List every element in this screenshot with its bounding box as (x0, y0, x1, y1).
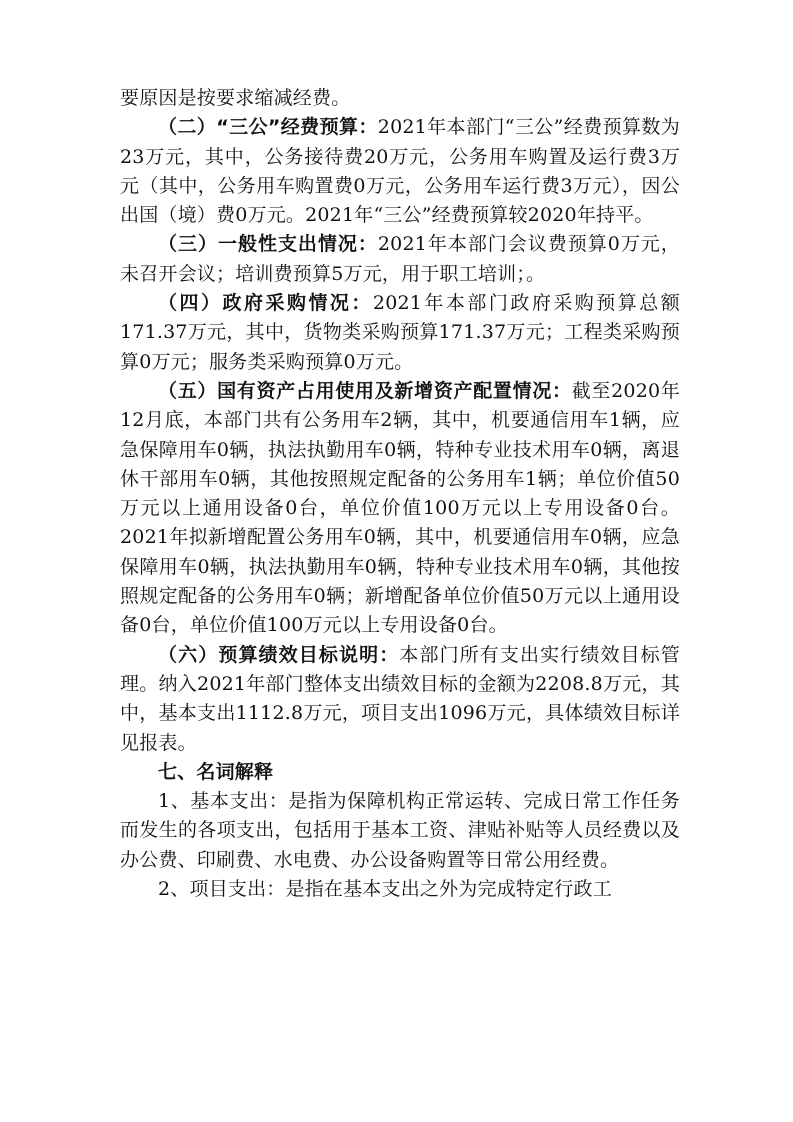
paragraph-heading: （三）一般性支出情况： (158, 233, 378, 256)
paragraph-performance-goals (120, 641, 680, 758)
section-heading: 七、名词解释 (158, 760, 274, 783)
paragraph-basic-expenditure (120, 787, 680, 875)
paragraph-heading: （五）国有资产占用使用及新增资产配置情况： (158, 379, 572, 402)
paragraph-text: 1、基本支出：是指为保障机构正常运转、完成日常工作任务而发生的各项支出，包括用于基本工资、津贴补贴等人员经费以及办公费、印刷费、水电费、办公设备购置等日常公用经费。 (120, 790, 680, 871)
paragraph-text: 2021年本部门政府采购预算总额171.37万元，其中，货物类采购预算171.37万元；工程类采购预算0万元；服务类采购预算0万元。 (120, 292, 680, 373)
paragraph-text: 截至2020年12月底，本部门共有公务用车2辆，其中，机要通信用车1辆，应急保障用车0辆，执法执勤用车0辆，特种专业技术用车0辆，离退休干部用车0辆，其他按照规定配备的公务用车1辆；单位价值50万元以上通用设备0台，单位价值100万元以上专用设备0台。2021年拟新增配置公务用车0辆，其中，机要通信用车0辆，应急保障用车0辆，执法执勤用车0辆，特种专业技术用车0辆，其他按照规定配备的公务用车0辆；新增配备单位价值50万元以上通用设备0台，单位价值100万元以上专用设备0台。 (120, 379, 680, 637)
paragraph-text: 2021年本部门会议费预算0万元，未召开会议；培训费预算5万元，用于职工培训；。 (120, 233, 680, 285)
section-heading-glossary (120, 758, 680, 787)
paragraph-project-expenditure (120, 875, 680, 904)
paragraph-continuation (120, 84, 680, 113)
paragraph-heading: （二）“三公”经费预算： (158, 116, 378, 139)
paragraph-heading: （六）预算绩效目标说明： (158, 643, 400, 666)
paragraph-general-expenditure (120, 230, 680, 289)
paragraph-sangong-budget (120, 113, 680, 230)
paragraph-text: 2021年本部门“三公”经费预算数为23万元，其中，公务接待费20万元，公务用车购置及运行费3万元（其中，公务用车购置费0万元，公务用车运行费3万元），因公出国（境）费0万元。2021年“三公”经费预算较2020年持平。 (120, 116, 680, 227)
paragraph-heading: （四）政府采购情况： (158, 292, 373, 315)
paragraph-text: 要原因是按要求缩减经费。 (120, 87, 351, 109)
document-body (120, 84, 680, 904)
paragraph-text: 本部门所有支出实行绩效目标管理。纳入2021年部门整体支出绩效目标的金额为2208.8万元，其中，基本支出1112.8万元，项目支出1096万元，具体绩效目标详见报表。 (120, 643, 680, 754)
paragraph-government-procurement (120, 289, 680, 377)
paragraph-text: 2、项目支出：是指在基本支出之外为完成特定行政工 (158, 878, 612, 901)
paragraph-state-assets (120, 377, 680, 641)
